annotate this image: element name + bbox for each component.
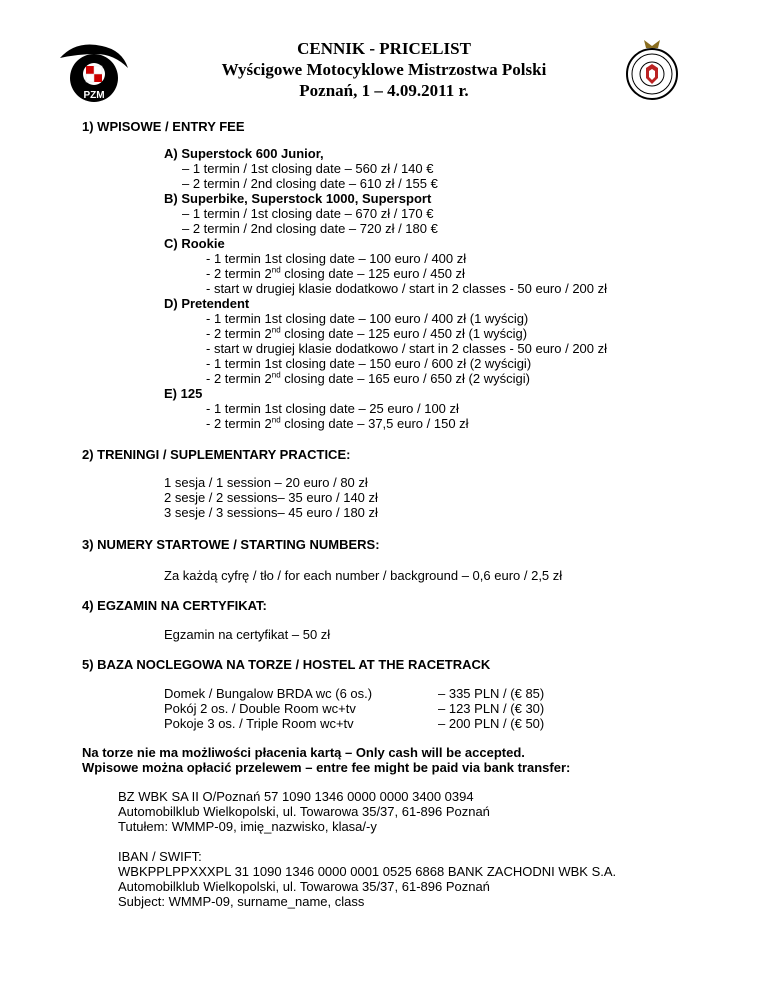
s1-a-line1: – 1 termin / 1st closing date – 560 zł / 140 € xyxy=(182,161,434,176)
pzm-logo-text: PZM xyxy=(83,90,105,101)
section-1-title: 1) WPISOWE / ENTRY FEE xyxy=(82,119,245,134)
s1-c-title: C) Rookie xyxy=(164,236,225,251)
bank-pl-account: BZ WBK SA II O/Poznań 57 1090 1346 0000 0000 3400 0394 xyxy=(118,789,474,804)
s1-d-line5: - 2 termin 2nd closing date – 165 euro / 650 zł (2 wyścigi) xyxy=(206,370,530,386)
s4-line1: Egzamin na certyfikat – 50 zł xyxy=(164,627,331,642)
header-title: CENNIK - PRICELIST xyxy=(297,39,471,58)
s1-a-title: A) Superstock 600 Junior, xyxy=(164,146,324,161)
s1-e-title: E) 125 xyxy=(164,386,203,401)
bank-en-label: IBAN / SWIFT: xyxy=(118,849,202,864)
hostel-row-1-price: – 335 PLN / (€ 85) xyxy=(438,686,545,701)
s2-line1: 1 sesja / 1 session – 20 euro / 80 zł xyxy=(164,475,368,490)
document-header xyxy=(0,38,768,101)
hostel-row-3-name: Pokoje 3 os. / Triple Room wc+tv xyxy=(164,716,354,731)
s1-b-title: B) Superbike, Superstock 1000, Supersport xyxy=(164,191,432,206)
s1-c-line3: - start w drugiej klasie dodatkowo / start in 2 classes - 50 euro / 200 zł xyxy=(206,281,608,296)
s1-d-line2: - 2 termin 2nd closing date – 125 euro / 450 zł (1 wyścig) xyxy=(206,325,528,341)
s1-d-line1: - 1 termin 1st closing date – 100 euro / 400 zł (1 wyścig) xyxy=(206,311,529,326)
s1-d-line4: - 1 termin 1st closing date – 150 euro / 600 zł (2 wyścigi) xyxy=(206,356,532,371)
s1-c-line2: - 2 termin 2nd closing date – 125 euro / 450 zł xyxy=(206,265,465,281)
section-3-title: 3) NUMERY STARTOWE / STARTING NUMBERS: xyxy=(82,537,380,552)
s1-b-line2: – 2 termin / 2nd closing date – 720 zł / 180 € xyxy=(182,221,438,236)
s2-line2: 2 sesje / 2 sessions– 35 euro / 140 zł xyxy=(164,490,378,505)
hostel-row-2-name: Pokój 2 os. / Double Room wc+tv xyxy=(164,701,356,716)
s1-e-line1: - 1 termin 1st closing date – 25 euro / 100 zł xyxy=(206,401,459,416)
section-2-title: 2) TRENINGI / SUPLEMENTARY PRACTICE: xyxy=(82,447,351,462)
s3-line1: Za każdą cyfrę / tło / for each number / background – 0,6 euro / 2,5 zł xyxy=(164,568,563,583)
bank-en-iban: WBKPPLPPXXXPL 31 1090 1346 0000 0001 0525 6868 BANK ZACHODNI WBK S.A. xyxy=(118,864,617,879)
header-place-date: Poznań, 1 – 4.09.2011 r. xyxy=(299,81,469,100)
payment-note-transfer: Wpisowe można opłacić przelewem – entre fee might be paid via bank transfer: xyxy=(82,760,571,775)
s2-line3: 3 sesje / 3 sessions– 45 euro / 180 zł xyxy=(164,505,378,520)
hostel-row-3-price: – 200 PLN / (€ 50) xyxy=(438,716,545,731)
s1-b-line1: – 1 termin / 1st closing date – 670 zł / 170 € xyxy=(182,206,434,221)
section-5-title: 5) BAZA NOCLEGOWA NA TORZE / HOSTEL AT THE RACETRACK xyxy=(82,657,491,672)
hostel-row-1-name: Domek / Bungalow BRDA wc (6 os.) xyxy=(164,686,373,701)
section-4-title: 4) EGZAMIN NA CERTYFIKAT: xyxy=(82,598,267,613)
payment-note-cash: Na torze nie ma możliwości płacenia kartą – Only cash will be accepted. xyxy=(82,745,525,760)
s1-a-line2: – 2 termin / 2nd closing date – 610 zł / 155 € xyxy=(182,176,438,191)
s1-c-line1: - 1 termin 1st closing date – 100 euro / 400 zł xyxy=(206,251,467,266)
s1-e-line2: - 2 termin 2nd closing date – 37,5 euro / 150 zł xyxy=(206,415,469,431)
bank-pl-recipient: Automobilklub Wielkopolski, ul. Towarowa 35/37, 61-896 Poznań xyxy=(118,804,490,819)
s1-d-line3: - start w drugiej klasie dodatkowo / start in 2 classes - 50 euro / 200 zł xyxy=(206,341,608,356)
s1-d-title: D) Pretendent xyxy=(164,296,250,311)
header-event: Wyścigowe Motocyklowe Mistrzostwa Polski xyxy=(221,60,547,79)
bank-en-recipient: Automobilklub Wielkopolski, ul. Towarowa 35/37, 61-896 Poznań xyxy=(118,879,490,894)
hostel-row-2-price: – 123 PLN / (€ 30) xyxy=(438,701,545,716)
bank-pl-title: Tutułem: WMMP-09, imię_nazwisko, klasa/-y xyxy=(118,819,377,834)
bank-en-subject: Subject: WMMP-09, surname_name, class xyxy=(118,894,365,909)
